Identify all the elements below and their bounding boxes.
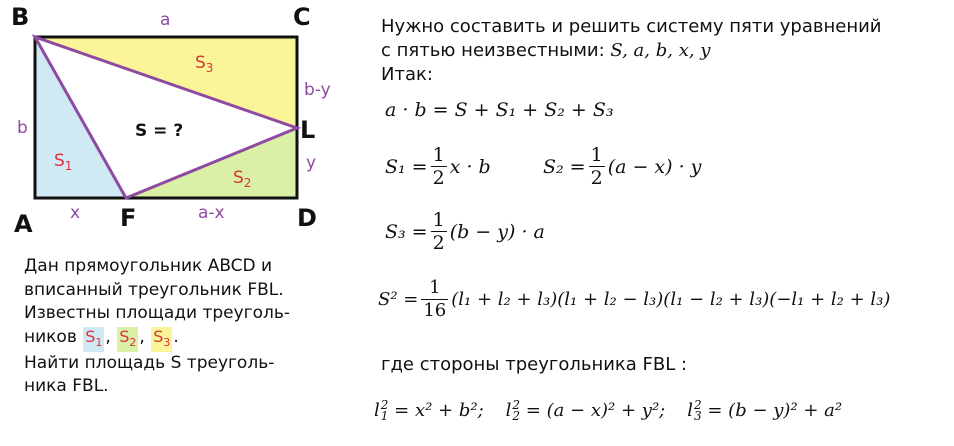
area-label-s2: $S_2$	[233, 168, 252, 190]
description-line-5: Найти площадь S треуголь-	[24, 352, 275, 373]
equation-s3	[385, 210, 545, 253]
edge-label-a: a	[160, 10, 171, 30]
half-fraction: $\frac{1}{2}$	[432, 209, 445, 254]
edge-label-x: x	[70, 203, 81, 223]
rectangle-diagram	[0, 0, 360, 250]
equation-s2-left: S₂ =	[543, 155, 586, 178]
intro-line-1: Нужно составить и решить систему пяти уравнений	[381, 16, 882, 37]
description-line-6: ника FBL.	[24, 376, 109, 397]
side-l1: l 2 1 = x² + b²;	[374, 398, 484, 423]
heron-right: (l₁ + l₂ + l₃)(l₁ + l₂ − l₃)(l₁ − l₂ + l₃)(−l₁ + l₂ + l₃)	[451, 289, 891, 310]
equation-s2	[543, 145, 701, 188]
heron-formula	[378, 278, 890, 321]
side-l3: l 2 3 = (b − y)² + a²	[687, 398, 843, 423]
equation-s1-left: S₁ =	[385, 155, 428, 178]
area-label-s1: $S_1$	[54, 151, 73, 173]
vertex-l: L	[300, 116, 316, 144]
edge-label-a-minus-x: a-x	[198, 203, 225, 223]
highlight-s1: $S_1$	[83, 327, 104, 352]
equation-s2-right: (a − x) · y	[607, 155, 702, 178]
vertex-a: A	[14, 210, 33, 238]
equation-area-sum: a · b = S + S₁ + S₂ + S₃	[385, 99, 614, 121]
problem-description	[24, 255, 324, 399]
intro-line-3: Итак:	[381, 64, 433, 85]
heron-fraction: $\frac{1}{16}$	[423, 277, 447, 321]
equation-s1-right: x · b	[449, 155, 491, 178]
vertex-d: D	[297, 204, 317, 232]
edge-label-b: b	[17, 118, 28, 138]
description-line-1: Дан прямоугольник ABCD и	[24, 256, 273, 276]
equation-s3-right: (b − y) · a	[449, 220, 545, 243]
highlight-s2: $S_2$	[117, 327, 138, 352]
area-label-unknown: S = ?	[135, 121, 184, 141]
description-line-2: вписанный треугольник FBL.	[24, 279, 284, 300]
description-line-3: Известны площади треуголь-	[24, 303, 291, 323]
edge-label-y: y	[306, 153, 317, 173]
unknown-variables: S, a, b, x, y	[610, 40, 711, 61]
half-fraction: $\frac{1}{2}$	[590, 144, 603, 189]
description-line-4: ников $S_1$ , $S_2$ , $S_3$ .	[24, 326, 324, 352]
heron-left: S² =	[378, 289, 419, 310]
area-label-s3: $S_3$	[195, 53, 214, 75]
edge-label-b-minus-y: b-y	[304, 80, 331, 100]
highlight-s3: $S_3$	[151, 327, 172, 352]
side-l2: l 2 2 = (a − x)² + y²;	[505, 398, 666, 423]
vertex-c: C	[293, 3, 311, 31]
equation-s1	[385, 145, 491, 188]
vertex-b: B	[11, 3, 30, 31]
description-line-4-prefix: ников	[24, 326, 77, 347]
sides-caption: где стороны треугольника FBL :	[381, 354, 688, 375]
vertex-f: F	[120, 204, 137, 232]
half-fraction: $\frac{1}{2}$	[432, 144, 445, 189]
side-equations	[374, 400, 842, 422]
intro-line-2-prefix: с пятью неизвестными:	[381, 40, 605, 61]
intro-line-2	[381, 40, 710, 61]
equation-s3-left: S₃ =	[385, 220, 428, 243]
